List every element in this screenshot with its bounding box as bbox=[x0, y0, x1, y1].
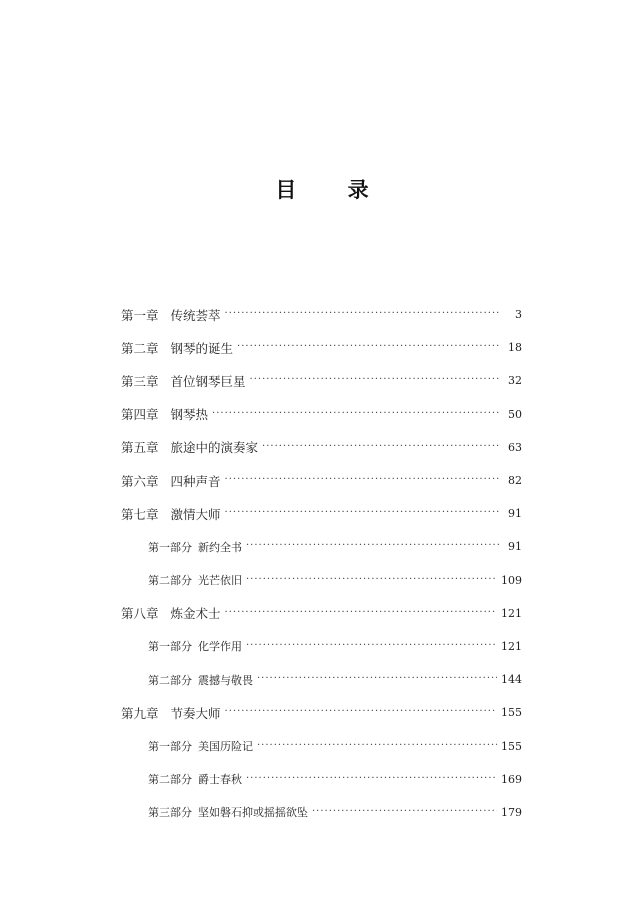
toc-entry-title: 首位钢琴巨星 bbox=[170, 373, 246, 389]
toc-subentry bbox=[121, 796, 522, 829]
toc-entry-page-number: 50 bbox=[508, 407, 522, 421]
toc-entry-page-number: 91 bbox=[508, 507, 522, 521]
toc-entry-page-number: 63 bbox=[508, 440, 522, 454]
toc-entry-page-number: 18 bbox=[508, 341, 522, 355]
toc-entry-title: 传统荟萃 bbox=[170, 307, 221, 323]
toc-entry-number: 第一部分 bbox=[148, 640, 192, 654]
dot-leader bbox=[246, 574, 497, 585]
dot-leader bbox=[225, 607, 497, 618]
toc-entry-title: 坚如磐石抑或摇摇欲坠 bbox=[198, 806, 308, 820]
dot-leader bbox=[212, 408, 500, 419]
toc-chapter-entry bbox=[121, 398, 522, 431]
dot-leader bbox=[250, 374, 500, 385]
toc-entry-number: 第四章 bbox=[121, 407, 159, 423]
toc-chapter-entry bbox=[121, 298, 522, 331]
dot-leader bbox=[246, 773, 497, 784]
toc-chapter-entry bbox=[121, 696, 522, 729]
dot-leader bbox=[257, 673, 497, 684]
toc-entry-number: 第三部分 bbox=[148, 806, 192, 820]
toc-entry-title: 新约全书 bbox=[198, 540, 242, 554]
toc-subentry bbox=[121, 564, 522, 597]
toc-heading: 目 录 bbox=[275, 177, 391, 202]
toc-subentry bbox=[121, 530, 522, 563]
toc-entry-page-number: 169 bbox=[501, 772, 522, 786]
toc-entry-page-number: 155 bbox=[501, 706, 522, 720]
toc-entry-number: 第五章 bbox=[121, 440, 159, 456]
toc-entry-number: 第八章 bbox=[121, 606, 159, 622]
toc-entry-title: 钢琴的诞生 bbox=[170, 340, 234, 356]
dot-leader bbox=[225, 507, 500, 518]
dot-leader bbox=[225, 474, 500, 485]
toc-entry-number: 第三章 bbox=[121, 373, 159, 389]
toc-entry-title: 化学作用 bbox=[198, 640, 242, 654]
toc-subentry bbox=[121, 630, 522, 663]
toc-entry-title: 旅途中的演奏家 bbox=[170, 440, 259, 456]
toc-entry-page-number: 144 bbox=[501, 673, 522, 687]
toc-entry-number: 第一部分 bbox=[148, 740, 192, 754]
dot-leader bbox=[246, 640, 497, 651]
toc-chapter-entry bbox=[121, 364, 522, 397]
toc-entry-title: 炼金术士 bbox=[170, 606, 221, 622]
toc-entry-title: 钢琴热 bbox=[170, 407, 209, 423]
toc-subentry bbox=[121, 763, 522, 796]
toc-entry-title: 震撼与敬畏 bbox=[198, 673, 253, 687]
toc-entry-title: 四种声音 bbox=[170, 473, 221, 489]
toc-entry-number: 第一章 bbox=[121, 307, 159, 323]
toc-entry-number: 第一部分 bbox=[148, 540, 192, 554]
toc-entry-number: 第二部分 bbox=[148, 773, 192, 787]
toc-entry-title: 节奏大师 bbox=[170, 705, 221, 721]
toc-entry-page-number: 109 bbox=[501, 573, 522, 587]
toc-entry-number: 第六章 bbox=[121, 473, 159, 489]
dot-leader bbox=[262, 441, 500, 452]
toc-entry-number: 第二章 bbox=[121, 340, 159, 356]
toc-entry-number: 第二部分 bbox=[148, 673, 192, 687]
dot-leader bbox=[246, 540, 500, 551]
toc-chapter-entry bbox=[121, 597, 522, 630]
toc-entry-page-number: 155 bbox=[501, 739, 522, 753]
dot-leader bbox=[225, 706, 497, 717]
toc-chapter-entry bbox=[121, 431, 522, 464]
toc-chapter-entry bbox=[121, 464, 522, 497]
dot-leader bbox=[257, 740, 497, 751]
dot-leader bbox=[312, 806, 497, 817]
toc-subentry bbox=[121, 663, 522, 696]
toc-entry-page-number: 32 bbox=[508, 374, 522, 388]
toc-chapter-entry bbox=[121, 331, 522, 364]
toc-subentry bbox=[121, 729, 522, 762]
toc-entry-number: 第七章 bbox=[121, 506, 159, 522]
toc-entry-title: 激情大师 bbox=[170, 506, 221, 522]
dot-leader bbox=[225, 308, 500, 319]
toc-entry-page-number: 91 bbox=[508, 540, 522, 554]
toc-entry-page-number: 179 bbox=[501, 805, 522, 819]
toc-entry-title: 光芒依旧 bbox=[198, 574, 242, 588]
dot-leader bbox=[237, 341, 500, 352]
toc-list bbox=[121, 298, 522, 829]
toc-entry-page-number: 121 bbox=[501, 639, 522, 653]
toc-entry-number: 第九章 bbox=[121, 705, 159, 721]
toc-chapter-entry bbox=[121, 497, 522, 530]
toc-entry-page-number: 82 bbox=[508, 474, 522, 488]
toc-entry-title: 爵士春秋 bbox=[198, 773, 242, 787]
toc-entry-page-number: 121 bbox=[501, 606, 522, 620]
toc-entry-number: 第二部分 bbox=[148, 574, 192, 588]
toc-entry-page-number: 3 bbox=[515, 308, 522, 322]
toc-entry-title: 美国历险记 bbox=[198, 740, 253, 754]
